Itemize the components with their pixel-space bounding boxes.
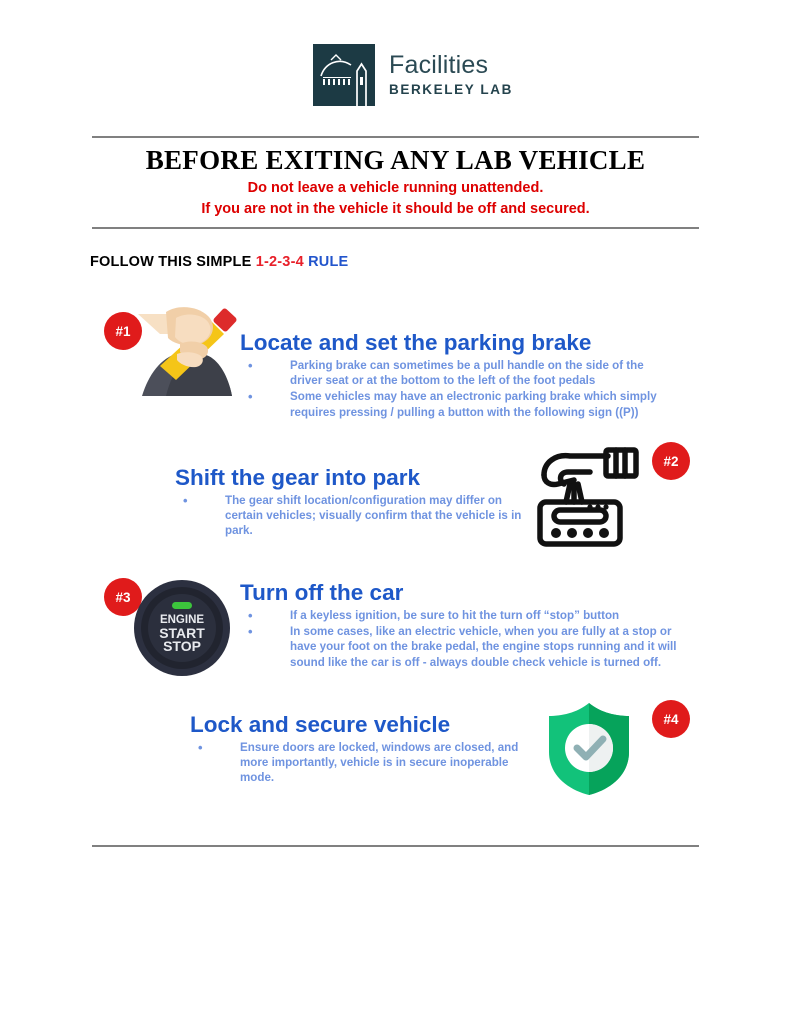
step-4-heading: Lock and secure vehicle [190, 712, 451, 737]
intro-suffix: RULE [303, 254, 349, 270]
step-2-heading: Shift the gear into park [175, 465, 421, 490]
step-4-bullets [190, 740, 530, 786]
step-3 [240, 580, 680, 671]
step-badge-2: #2 [652, 442, 690, 480]
step-3-heading: Turn off the car [240, 580, 404, 605]
divider-bottom [92, 845, 699, 847]
warning-line-2: If you are not in the vehicle it should be off and secured. [201, 201, 590, 217]
brand-subtitle: BERKELEY LAB [389, 81, 513, 97]
list-item: • In some cases, like an electric vehicle, when you are fully at a stop or have your foot on the brake pedal, the engine stops running and it will sound like the car is off - always double check vehicle is turned off. [240, 624, 680, 670]
step-2-bullets [175, 493, 525, 539]
list-item: • Some vehicles may have an electronic parking brake which simply requires pressing / pulling a button with the following sign ((P)) [240, 389, 660, 420]
brand-logo [313, 44, 513, 106]
engine-start-stop-button-icon [132, 578, 232, 678]
step-4 [190, 712, 530, 787]
svg-text:ENGINE: ENGINE [159, 614, 205, 626]
divider-middle [92, 227, 699, 229]
svg-text:STOP: STOP [163, 638, 201, 654]
divider-top [92, 136, 699, 138]
list-item: • Ensure doors are locked, windows are closed, and more importantly, vehicle is in secure inoperable mode. [190, 740, 530, 786]
brand-wordmark [389, 52, 513, 99]
gear-shifter-hand-icon [530, 440, 640, 548]
step-badge-3: #3 [104, 578, 142, 616]
intro-prefix: FOLLOW THIS SIMPLE [90, 254, 256, 270]
step-badge-1: #1 [104, 312, 142, 350]
step-badge-4: #4 [652, 700, 690, 738]
brand-title: Facilities [389, 50, 489, 79]
list-item: • Parking brake can sometimes be a pull handle on the side of the driver seat or at the bottom to the left of the foot pedals [240, 358, 660, 389]
step-1-bullets [240, 358, 660, 420]
step-1 [240, 330, 660, 421]
svg-text:START: START [159, 625, 205, 641]
list-item: • If a keyless ignition, be sure to hit the turn off “stop” button [240, 608, 680, 623]
page-title: BEFORE EXITING ANY LAB VEHICLE [145, 145, 646, 175]
step-3-bullets [240, 608, 680, 670]
list-item: • The gear shift location/configuration may differ on certain vehicles; visually confirm that the vehicle is in park. [175, 493, 525, 539]
warning-line-1: Do not leave a vehicle running unattended. [247, 180, 544, 196]
shield-check-icon [543, 700, 635, 798]
parking-brake-hand-icon [136, 300, 246, 400]
intro-numbers: 1-2-3-4 [255, 254, 304, 270]
step-2 [175, 465, 525, 540]
step-1-heading: Locate and set the parking brake [240, 330, 592, 355]
berkeley-lab-building-icon [313, 44, 375, 106]
intro-line [90, 254, 348, 270]
